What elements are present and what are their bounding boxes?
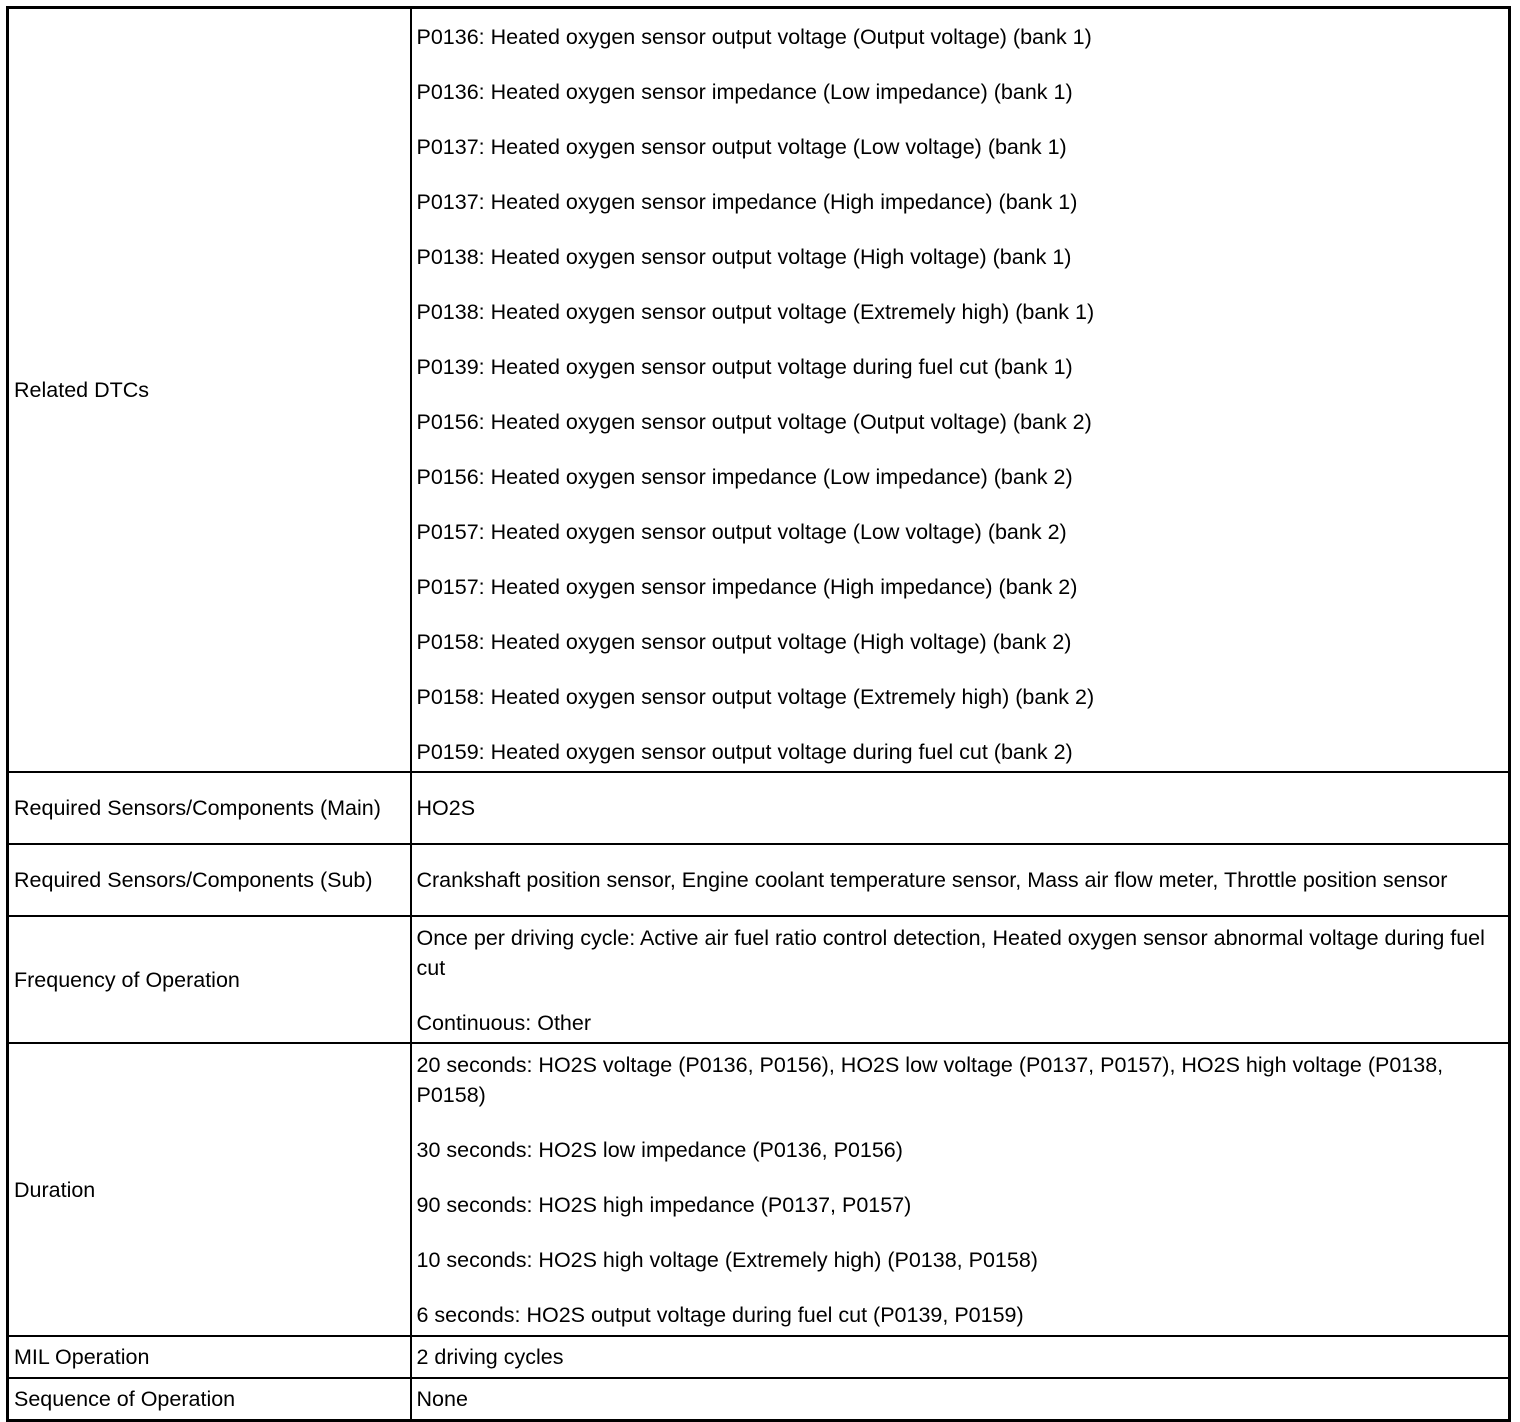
list-item: P0136: Heated oxygen sensor output voltage (Output voltage) (bank 1) (416, 25, 1092, 49)
row-label: Sequence of Operation (8, 1378, 411, 1420)
row-label: MIL Operation (8, 1336, 411, 1378)
list-item: 90 seconds: HO2S high impedance (P0137, P0157) (416, 1193, 912, 1217)
list-item: 20 seconds: HO2S voltage (P0136, P0156), HO2S low voltage (P0137, P0157), HO2S high voltage (P0138, P0158) (416, 1053, 1444, 1107)
list-item: P0137: Heated oxygen sensor output voltage (Low voltage) (bank 1) (416, 135, 1067, 159)
table-row (8, 1336, 1510, 1378)
row-value (411, 1378, 1510, 1420)
row-label: Required Sensors/Components (Sub) (8, 844, 411, 916)
row-value (411, 1043, 1510, 1336)
row-value (411, 772, 1510, 844)
table-row (8, 844, 1510, 916)
list-item: Once per driving cycle: Active air fuel ratio control detection, Heated oxygen sensor abnormal voltage during fuel cut (416, 926, 1485, 980)
list-item: 2 driving cycles (416, 1345, 564, 1369)
list-item: 6 seconds: HO2S output voltage during fuel cut (P0139, P0159) (416, 1303, 1024, 1327)
row-label: Duration (8, 1043, 411, 1336)
list-item: 10 seconds: HO2S high voltage (Extremely high) (P0138, P0158) (416, 1248, 1038, 1272)
list-item: P0138: Heated oxygen sensor output voltage (High voltage) (bank 1) (416, 245, 1072, 269)
list-item: 30 seconds: HO2S low impedance (P0136, P0156) (416, 1138, 903, 1162)
list-item: Continuous: Other (416, 1011, 591, 1035)
list-item: P0158: Heated oxygen sensor output voltage (Extremely high) (bank 2) (416, 685, 1095, 709)
row-value (411, 8, 1510, 773)
row-value (411, 916, 1510, 1043)
list-item: P0157: Heated oxygen sensor impedance (High impedance) (bank 2) (416, 575, 1078, 599)
table-row (8, 1043, 1510, 1336)
row-label: Frequency of Operation (8, 916, 411, 1043)
list-item: P0159: Heated oxygen sensor output voltage during fuel cut (bank 2) (416, 740, 1073, 764)
list-item: P0138: Heated oxygen sensor output voltage (Extremely high) (bank 1) (416, 300, 1095, 324)
list-item: P0136: Heated oxygen sensor impedance (Low impedance) (bank 1) (416, 80, 1073, 104)
table-row (8, 916, 1510, 1043)
table-row (8, 8, 1510, 773)
list-item: P0156: Heated oxygen sensor impedance (Low impedance) (bank 2) (416, 465, 1073, 489)
list-item: P0137: Heated oxygen sensor impedance (High impedance) (bank 1) (416, 190, 1078, 214)
list-item: None (416, 1386, 468, 1411)
table-row (8, 1378, 1510, 1420)
row-label: Required Sensors/Components (Main) (8, 772, 411, 844)
list-item: Crankshaft position sensor, Engine coolant temperature sensor, Mass air flow meter, Throttle position sensor (416, 868, 1448, 892)
monitor-spec-table (6, 6, 1511, 1422)
table-row (8, 772, 1510, 844)
list-item: P0139: Heated oxygen sensor output voltage during fuel cut (bank 1) (416, 355, 1073, 379)
list-item: HO2S (416, 796, 476, 820)
list-item: P0158: Heated oxygen sensor output voltage (High voltage) (bank 2) (416, 630, 1072, 654)
row-label: Related DTCs (8, 8, 411, 773)
list-item: P0156: Heated oxygen sensor output voltage (Output voltage) (bank 2) (416, 410, 1092, 434)
row-value (411, 844, 1510, 916)
row-value (411, 1336, 1510, 1378)
list-item: P0157: Heated oxygen sensor output voltage (Low voltage) (bank 2) (416, 520, 1067, 544)
